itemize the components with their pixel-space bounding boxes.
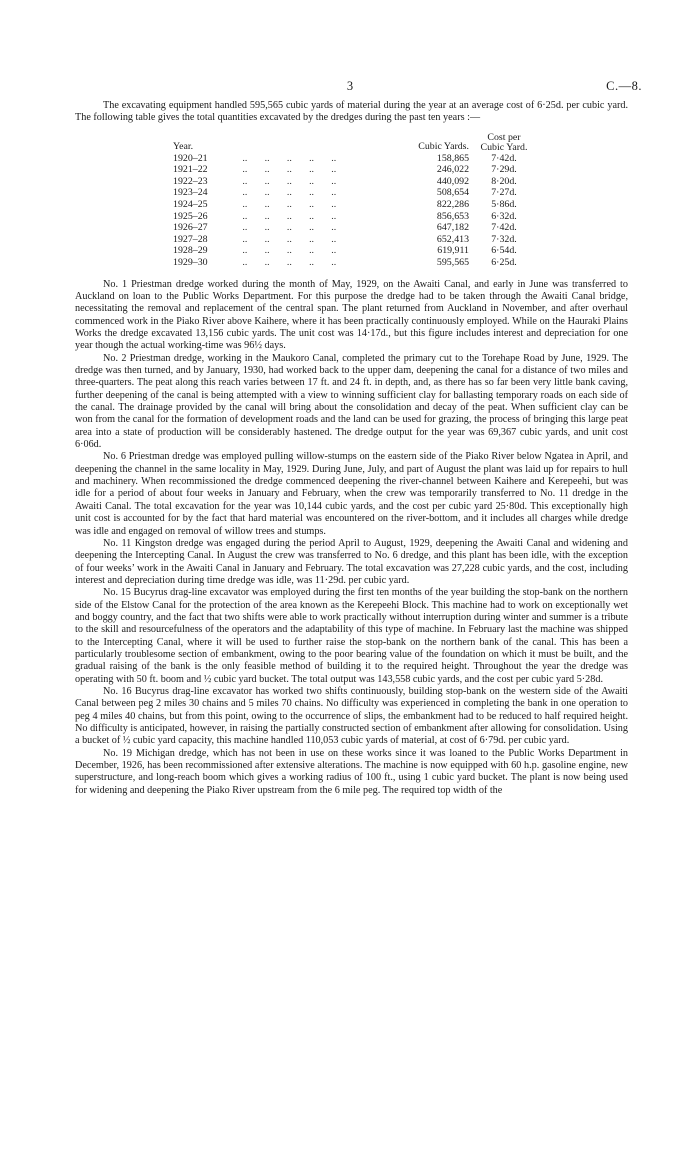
page-number: 3	[346, 79, 354, 93]
body-paragraph: No. 6 Priestman dredge was employed pulling willow-stumps on the eastern side of the Piako River below Ngatea in April, and deepening the channel in the same locality in May, 1929. During June, July, and part of August the plant was laid up for repairs to hull and machinery. When recommissioned the dredge commenced deepening the river-channel between Kaihere and Kerepeehi, but was idle for a period of about four weeks in January and February, when the crew was temporarily transferred to No. 11 dredge in the Awaiti Canal. The total excavation for the year was 10,144 cubic yards, and the cost per cubic yard 25·80d. This exceptionally high unit cost is accounted for by the fact that hard material was encountered on the river-bottom, and it includes all charges while dredge was idle and engaged on removal of willow trees and stumps.	[75, 451, 628, 537]
header-cubic-yards: Cubic Yards.	[418, 141, 469, 153]
row-cost: 7·42d.	[491, 222, 517, 234]
header-cost-line1: Cost per	[487, 131, 521, 143]
row-cubic-yards: 440,092	[436, 175, 469, 187]
table-row	[173, 257, 539, 269]
paragraphs	[75, 279, 628, 797]
row-year: 1927–28	[173, 233, 208, 245]
body-paragraph: No. 1 Priestman dredge worked during the month of May, 1929, on the Awaiti Canal, and early in June was transferred to Auckland on loan to the Public Works Department. For this purpose the dredge had to be taken through the Awaiti Canal bridge, necessitating the removal and replacement of the central span. The plant returned from Auckland in November, and after overhaul commenced work in the Piako River above Kaihere, where it has been practically continuously employed. While on the Hauraki Plains Works the dredge excavated 13,156 cubic yards. The unit cost was 14·17d., but this figure includes interest and depreciation for one year though the actual working-time was 96½ days.	[75, 278, 628, 352]
table-row	[173, 187, 539, 199]
leader-dots: .. .. .. .. ..	[235, 257, 337, 269]
table-row	[173, 164, 539, 176]
leader-dots: .. .. .. .. ..	[235, 164, 337, 176]
row-cubic-yards: 595,565	[436, 257, 469, 269]
row-cubic-yards: 246,022	[436, 164, 469, 176]
table-row	[173, 222, 539, 234]
row-cubic-yards: 856,653	[436, 210, 469, 222]
intro-paragraph: The excavating equipment handled 595,565 cubic yards of material during the year at an average cost of 6·25d. per cubic yard. The following table gives the total quantities excavated by the dredges during the past ten years :—	[75, 100, 628, 124]
row-year: 1925–26	[173, 210, 208, 222]
leader-dots: .. .. .. .. ..	[235, 233, 337, 245]
header-cost	[469, 133, 539, 153]
leader-dots: .. .. .. .. ..	[235, 199, 337, 211]
row-cubic-yards: 647,182	[436, 222, 469, 234]
leader-dots: .. .. .. .. ..	[235, 175, 337, 187]
body-paragraph: No. 16 Bucyrus drag-line excavator has worked two shifts continuously, building stop-bank on the western side of the Awaiti Canal between peg 2 miles 30 chains and 5 miles 70 chains. No difficulty was experienced in completing the bank in one operation to peg 4 miles 40 chains, but from this point, owing to the occurrence of slips, the embankment had to be reduced to half required height. No difficulty is anticipated, however, in raising the partially constructed section of embankment after allowing for consolidation. Using a bucket of ½ cubic yard capacity, this machine handled 110,053 cubic yards of material, at cost of 6·79d. per cubic yard.	[75, 685, 628, 747]
excavation-table	[173, 133, 539, 269]
row-cubic-yards: 619,911	[437, 245, 469, 257]
row-cubic-yards: 508,654	[436, 187, 469, 199]
leader-dots: .. .. .. .. ..	[235, 210, 337, 222]
table-body	[173, 153, 539, 269]
body-paragraph: No. 2 Priestman dredge, working in the Maukoro Canal, completed the primary cut to the Torehape Road by June, 1929. The dredge was then turned, and by January, 1930, had worked back to the upper dam, deepening the canal for a distance of two miles and three-quarters. The peat along this reach varies between 17 ft. and 24 ft. in depth, and, as there has so far been very little bank caving, further deepening of the canal is being attempted with a view to winning sufficient clay for ballasting temporary roads on each side of the canal. The drainage provided by the canal will bring about the consolidation and decay of the peat. When sufficient clay can be won from the canal for the formation of development roads and the land can be used for grazing, the process of bringing this large peat area into a state of production will be considerably hastened. The dredge output for the year was 69,367 cubic yards, and unit cost 6·06d.	[75, 352, 628, 451]
table-header-row	[173, 133, 539, 153]
row-cost: 7·29d.	[491, 164, 517, 176]
table-row	[173, 153, 539, 165]
document-code: C.—8.	[606, 79, 642, 93]
body-paragraph: No. 19 Michigan dredge, which has not been in use on these works since it was loaned to the Public Works Department in December, 1926, has been recommissioned after extensive alterations. The machine is now equipped with 60 h.p. gasoline engine, new superstructure, and long-reach boom which gives a working radius of 100 ft., using 1 cubic yard bucket. The plant is now being used for widening and deepening the Piako River upstream from the 6 mile peg. The required top width of the	[75, 747, 628, 796]
row-cubic-yards: 652,413	[436, 233, 469, 245]
row-cubic-yards: 822,286	[436, 199, 469, 211]
row-cubic-yards: 158,865	[436, 152, 469, 164]
body-paragraph: No. 11 Kingston dredge was engaged during the period April to August, 1929, deepening the Awaiti Canal and widening and deepening the Intercepting Canal. In August the crew was transferred to No. 6 dredge, and this plant has been idle, with the exception of four weeks’ work in the Awaiti Canal in January and February. The total excavation was 27,228 cubic yards, and the cost, including interest and depreciation during time dredge was idle, was 11·29d. per cubic yard.	[75, 537, 628, 586]
row-year: 1920–21	[173, 152, 208, 164]
row-cost: 6·54d.	[491, 245, 517, 257]
leader-dots: .. .. .. .. ..	[235, 152, 337, 164]
table-row	[173, 245, 539, 257]
row-year: 1928–29	[173, 245, 208, 257]
table-row	[173, 176, 539, 188]
row-cost: 7·32d.	[491, 233, 517, 245]
table-row	[173, 234, 539, 246]
row-cost: 6·25d.	[491, 257, 517, 269]
leader-dots: .. .. .. .. ..	[235, 222, 337, 234]
row-cost: 7·42d.	[491, 152, 517, 164]
row-cost: 8·20d.	[491, 175, 517, 187]
leader-dots: .. .. .. .. ..	[235, 245, 337, 257]
row-year: 1924–25	[173, 199, 208, 211]
row-year: 1923–24	[173, 187, 208, 199]
header-year: Year.	[173, 141, 194, 153]
table-row	[173, 199, 539, 211]
row-cost: 7·27d.	[491, 187, 517, 199]
row-year: 1926–27	[173, 222, 208, 234]
row-cost: 5·86d.	[491, 199, 517, 211]
leader-dots: .. .. .. .. ..	[235, 187, 337, 199]
row-year: 1929–30	[173, 257, 208, 269]
row-year: 1922–23	[173, 175, 208, 187]
row-year: 1921–22	[173, 164, 208, 176]
header-cost-line2: Cubic Yard.	[480, 141, 528, 153]
body-paragraph: No. 15 Bucyrus drag-line excavator was employed during the first ten months of the year building the stop-bank on the northern side of the Elstow Canal for the protection of the area known as the Kerepeehi Block. This machine had to work on exceptionally wet and boggy country, and the fact that two shifts were able to work practically without interruption during winter and summer is a tribute to the skill and resourcefulness of the operators and the adaptability of this type of machine. In February last the machine was shipped to the Intercepting Canal, where it will be used to further raise the stop-bank on the northern bank of the canal. This has been a particularly troublesome section of embankment, owing to the poor bearing value of the foundation on which it must be built, and the gradual raising of the bank is the only feasible method of building it to the required height. Throughout the year the dredge was operating with 50 ft. boom and ½ cubic yard bucket. The total output was 143,558 cubic yards, and the cost per cubic yard 5·28d.	[75, 587, 628, 685]
row-cost: 6·32d.	[491, 210, 517, 222]
report-body	[75, 100, 628, 797]
table-row	[173, 211, 539, 223]
